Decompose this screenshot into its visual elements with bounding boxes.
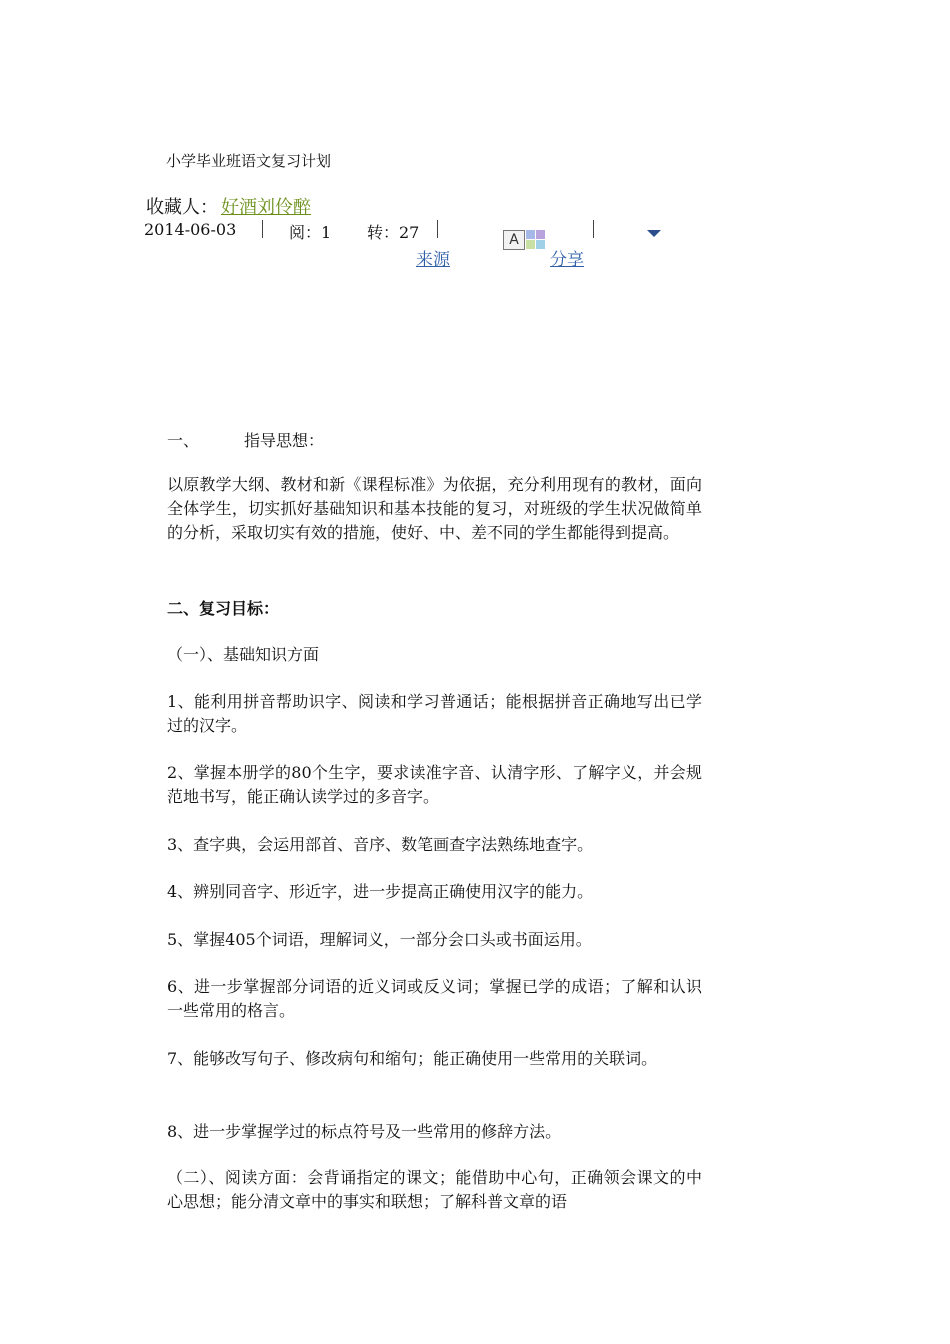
section-paragraph: （二）、阅读方面：会背诵指定的课文；能借助中心句，正确领会课文的中心思想；能分清文章中的事实和联想；了解科普文章的语 (167, 1168, 702, 1211)
color-swatch (526, 240, 535, 249)
chevron-down-icon[interactable] (647, 230, 661, 237)
font-size-icon[interactable]: A (503, 230, 525, 250)
subsection-title: （一）、基础知识方面 (167, 645, 320, 664)
publish-date: 2014-06-03 (144, 220, 237, 239)
section-title: 指导思想： (244, 431, 325, 450)
color-swatch (536, 230, 545, 239)
page-title: 小学毕业班语文复习计划 (166, 152, 332, 170)
list-item: 8、进一步掌握学过的标点符号及一些常用的修辞方法。 (167, 1122, 562, 1141)
list-item: 6、进一步掌握部分词语的近义词或反义词；掌握已学的成语；了解和认识一些常用的格言。 (167, 977, 702, 1020)
collector-label: 收藏人： (146, 197, 218, 218)
list-item: 4、辨别同音字、形近字，进一步提高正确使用汉字的能力。 (167, 882, 594, 901)
list-item: 3、查字典，会运用部首、音序、数笔画查字法熟练地查字。 (167, 835, 594, 854)
list-item: 5、掌握405个词语，理解词义，一部分会口头或书面运用。 (167, 930, 592, 949)
list-item: 7、能够改写句子、修改病句和缩句；能正确使用一些常用的关联词。 (167, 1049, 658, 1068)
section-number: 一、 (167, 431, 200, 450)
source-link[interactable]: 来源 (416, 250, 450, 270)
color-swatch (536, 240, 545, 249)
read-count: 阅：1 (289, 223, 332, 242)
color-theme-icon[interactable] (526, 230, 546, 250)
share-link[interactable]: 分享 (550, 250, 584, 270)
collector-name-link[interactable]: 好酒刘伶醉 (221, 197, 311, 218)
section-paragraph: 以原教学大纲、教材和新《课程标准》为依据，充分利用现有的教材，面向全体学生，切实抓好基础知识和基本技能的复习，对班级的学生状况做简单的分析，采取切实有效的措施，使好、中、差不同的学生都能得到提高。 (167, 475, 702, 542)
section-heading: 二、复习目标： (167, 599, 280, 618)
meta-divider (262, 220, 263, 238)
meta-divider (593, 220, 594, 238)
meta-divider (437, 220, 438, 238)
color-swatch (526, 230, 535, 239)
repost-count: 转：27 (367, 223, 420, 242)
list-item: 2、掌握本册学的80个生字，要求读准字音、认清字形、了解字义，并会规范地书写，能正确认读学过的多音字。 (167, 763, 702, 806)
list-item: 1、能利用拼音帮助识字、阅读和学习普通话；能根据拼音正确地写出已学过的汉字。 (167, 692, 702, 735)
